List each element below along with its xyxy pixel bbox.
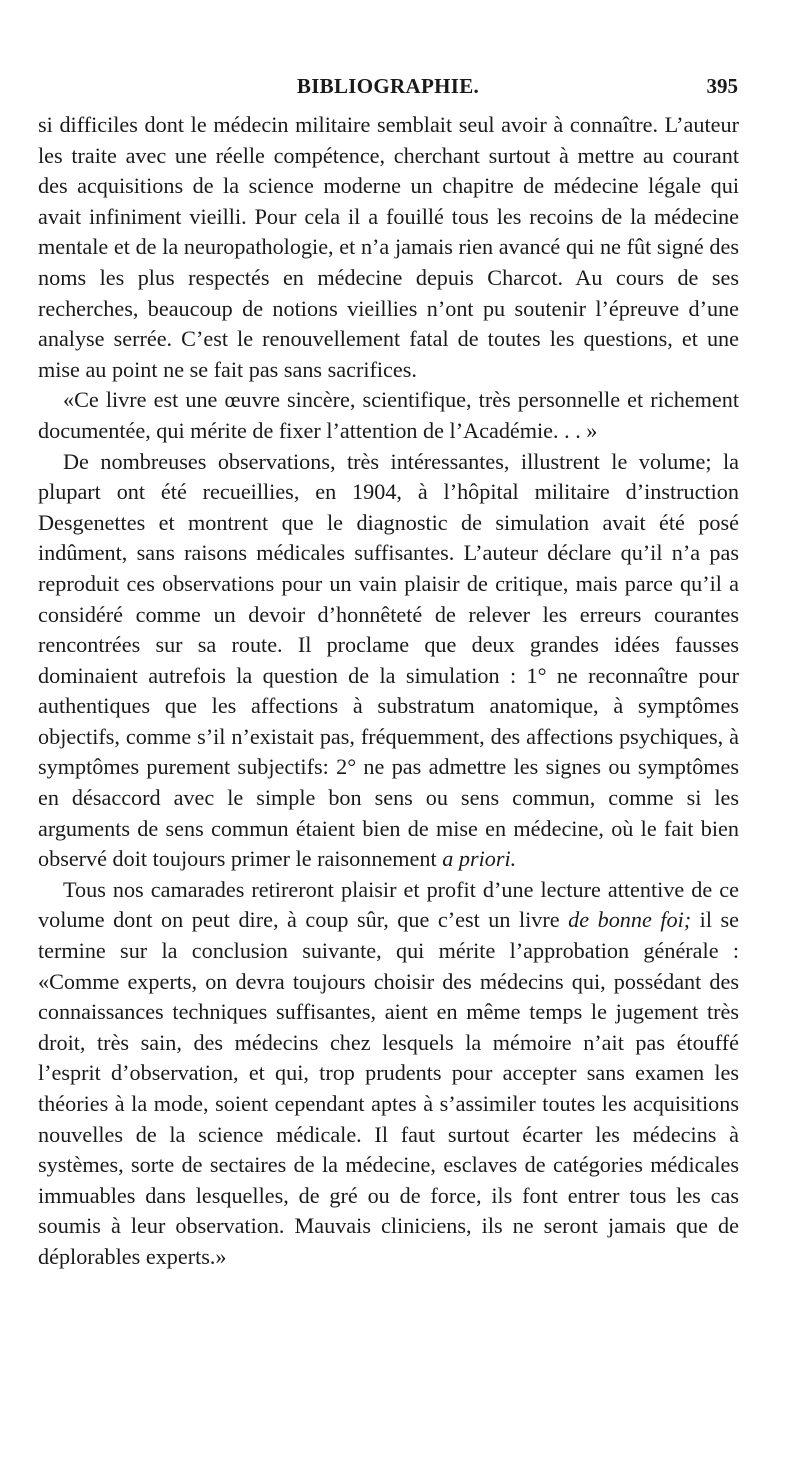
italic-text-run: a priori. xyxy=(442,846,517,872)
paragraph xyxy=(38,385,739,446)
paragraph xyxy=(38,875,739,1273)
running-title: BIBLIOGRAPHIE. xyxy=(296,74,480,98)
text-run: Tous nos camarades retireront plaisir et profit d’une lecture attentive de ce volume dont on peut dire, à coup sûr, que c’est un livre xyxy=(38,876,739,933)
text-run: si difficiles dont le médecin militaire semblait seul avoir à connaître. L’auteur les traite avec une réelle compétence, cherchant surtout à mettre au courant des acquisitions de la science moderne un chapitre de médecine légale qui avait infiniment vieilli. Pour cela il a fouillé tous les recoins de la médecine mentale et de la neuropathologie, et n’a jamais rien avancé qui ne fût signé des noms les plus respectés en médecine depuis Charcot. Au cours de ses recherches, beaucoup de notions vieillies n’ont pu soutenir l’épreuve d’une analyse serrée. C’est le renouvellement fatal de toutes les questions, et une mise au point ne se fait pas sans sacrifices. xyxy=(38,112,739,382)
paragraph xyxy=(38,447,739,875)
body-text xyxy=(38,110,739,1273)
text-run: il se termine sur la conclusion suivante, qui mérite l’approbation générale : «Comme experts, on devra toujours choisir des médecins qui, possédant des connaissances techniques suffisantes, aient en même temps le jugement très droit, très sain, des médecins chez lesquels la mémoire n’ait pas étouffé l’esprit d’observation, et qui, trop prudents pour accepter sans examen les théories à la mode, soient cependant aptes à s’assimiler toutes les acquisitions nouvelles de la science médicale. Il faut surtout écarter les médecins à systèmes, sorte de sectaires de la médecine, esclaves de catégories médicales immuables dans lesquelles, de gré ou de force, ils font entrer tous les cas soumis à leur observation. Mauvais cliniciens, ils ne seront jamais que de déplorables experts.» xyxy=(38,907,739,1269)
paragraph xyxy=(38,110,739,385)
text-run: De nombreuses observations, très intéressantes, illustrent le volume; la plupart ont été recueillies, en 1904, à l’hôpital militaire d’instruction Desgenettes et montrent que le diagnostic de simulation avait été posé indûment, sans raisons médicales suffisantes. L’auteur déclare qu’il n’a pas reproduit ces observations pour un vain plaisir de critique, mais parce qu’il a considéré comme un devoir d’honnêteté de relever les erreurs courantes rencontrées sur sa route. Il proclame que deux grandes idées fausses dominaient autrefois la question de la simulation : 1° ne reconnaître pour authentiques que les affections à substratum anatomique, à symptômes objectifs, comme s’il n’existait pas, fréquemment, des affections psychiques, à symptômes purement subjectifs: 2° ne pas admettre les signes ou symptômes en désaccord avec le simple bon sens ou sens commun, comme si les arguments de sens commun étaient bien de mise en médecine, où le fait bien observé doit toujours primer le raisonnement xyxy=(38,448,739,872)
page-header xyxy=(38,74,738,104)
text-run: «Ce livre est une œuvre sincère, scientifique, très personnelle et richement documentée, qui mérite de fixer l’attention de l’Académie. . . » xyxy=(38,387,739,443)
page-number: 395 xyxy=(706,74,738,98)
italic-text-run: de bonne foi; xyxy=(568,907,692,933)
